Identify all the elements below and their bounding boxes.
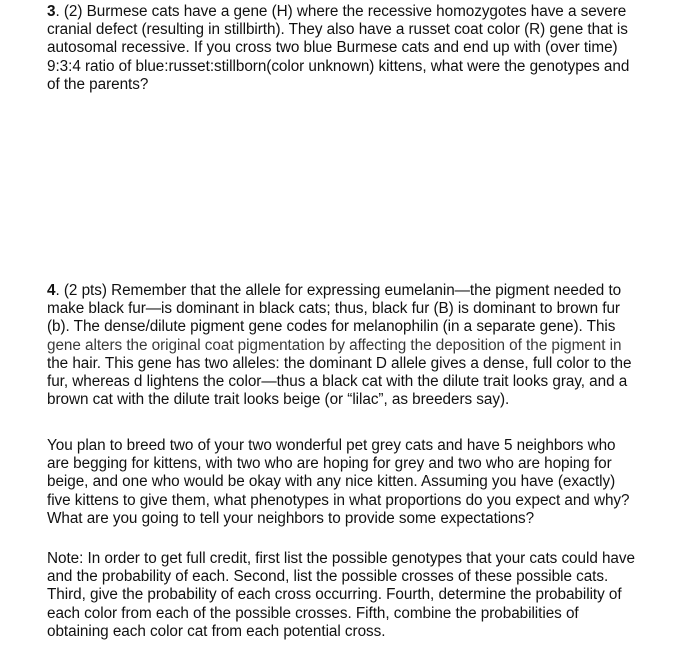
note-line-5: obtaining each color cat from each potential cross. bbox=[47, 622, 386, 640]
question-3-line-5: of the parents? bbox=[47, 75, 149, 93]
note-line-2: and the probability of each. Second, list the possible crosses of these possible cats. bbox=[47, 568, 609, 586]
question-3-number: 3 bbox=[47, 3, 56, 20]
breeding-plan-paragraph bbox=[47, 437, 692, 528]
plan-line-5: What are you going to tell your neighbors to provide some expectations? bbox=[47, 509, 535, 527]
question-4-line-7: brown cat with the dilute trait looks beige (or “lilac”, as breeders say). bbox=[47, 391, 510, 409]
question-4-line-2: make black fur—is dominant in black cats; thus, black fur (B) is dominant to brown fur bbox=[47, 300, 620, 318]
question-3-line-3: autosomal recessive. If you cross two blue Burmese cats and end up with (over time) bbox=[47, 39, 618, 57]
question-4-line-1: 4. (2 pts) Remember that the allele for expressing eumelanin—the pigment needed to bbox=[47, 282, 622, 299]
plan-line-1: You plan to breed two of your two wonderful pet grey cats and have 5 neighbors who bbox=[47, 437, 616, 454]
question-3-line-2: cranial defect (resulting in stillbirth). They also have a russet coat color (R) gene that is bbox=[47, 21, 628, 39]
note-paragraph bbox=[47, 550, 692, 641]
question-3-line-1: 3. (2) Burmese cats have a gene (H) where the recessive homozygotes have a severe bbox=[47, 3, 627, 20]
note-line-4: each color from each of the possible crosses. Fifth, combine the probabilities of bbox=[47, 604, 579, 622]
note-line-3: Third, give the probability of each cross occurring. Fourth, determine the probability of bbox=[47, 586, 622, 604]
question-3-line-4: 9:3:4 ratio of blue:russet:stillborn(color unknown) kittens, what were the genotypes and bbox=[47, 57, 630, 75]
question-4-line-5: the hair. This gene has two alleles: the dominant D allele gives a dense, full color to the bbox=[47, 354, 632, 372]
question-4-line-3: (b). The dense/dilute pigment gene codes for melanophilin (in a separate gene). This bbox=[47, 318, 616, 336]
question-4-paragraph bbox=[47, 282, 692, 409]
question-4-line-4: gene alters the original coat pigmentation by affecting the deposition of the pigment in bbox=[47, 336, 622, 354]
plan-line-4: five kittens to give them, what phenotypes in what proportions do you expect and why? bbox=[47, 491, 630, 509]
note-line-1: Note: In order to get full credit, first list the possible genotypes that your cats could have bbox=[47, 550, 635, 567]
question-3-paragraph bbox=[47, 3, 692, 94]
question-4-number: 4 bbox=[47, 282, 56, 299]
plan-line-2: are begging for kittens, with two who are hoping for grey and two who are hoping for bbox=[47, 455, 612, 473]
question-4-line-6: fur, whereas d lightens the color—thus a black cat with the dilute trait looks gray, and a bbox=[47, 373, 628, 391]
plan-line-3: beige, and one who would be okay with any nice kitten. Assuming you have (exactly) bbox=[47, 473, 616, 491]
